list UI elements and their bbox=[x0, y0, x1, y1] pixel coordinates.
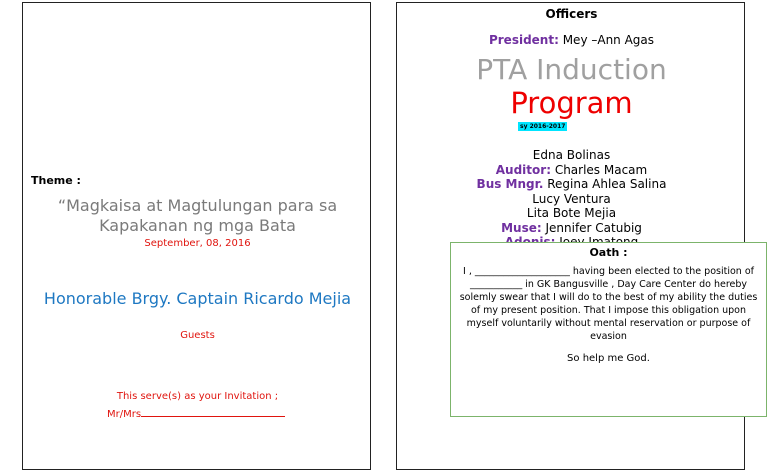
officer-row bbox=[397, 148, 746, 163]
officer-row bbox=[397, 177, 746, 192]
president-role: President: bbox=[488, 33, 559, 47]
school-year-badge: sy 2016-2017 bbox=[520, 123, 566, 130]
officer-row bbox=[397, 192, 746, 207]
guests-label: Guests bbox=[180, 330, 215, 341]
theme-label: Theme : bbox=[31, 174, 81, 187]
officer-role: Muse: bbox=[501, 220, 542, 235]
program-title: Program bbox=[510, 86, 633, 120]
oath-box bbox=[450, 242, 767, 417]
president-name: Mey –Ann Agas bbox=[558, 33, 655, 47]
officer-row bbox=[397, 206, 746, 221]
oath-text: I , ____________________ having been elected to the position of ___________ in GK Bangusville , Day Care Center do hereby solemly swear that I will do to the best of my ability the duties of my present position. That I impose this obligation upon myself voluntarily without mental reservation or purpose of evasion bbox=[459, 266, 758, 342]
invitation-cover-page bbox=[22, 2, 371, 470]
officer-name: Jennifer Catubig bbox=[541, 220, 642, 235]
president-line bbox=[397, 33, 746, 47]
officer-role: Auditor: bbox=[495, 162, 551, 177]
event-title: PTA Induction bbox=[476, 53, 667, 86]
officer-row bbox=[397, 221, 746, 236]
officer-name: Lita Bote Mejia bbox=[526, 206, 617, 220]
invitee-blank-line bbox=[141, 406, 285, 417]
invitee-prefix: Mr/Mrs bbox=[107, 409, 142, 420]
invitee-line bbox=[107, 406, 285, 420]
oath-closing: So help me God. bbox=[567, 353, 650, 364]
officer-name: Regina Ahlea Salina bbox=[543, 177, 667, 191]
oath-title: Oath : bbox=[589, 246, 628, 259]
guest-of-honor-name: Honorable Brgy. Captain Ricardo Mejia bbox=[43, 289, 352, 308]
theme-text: “Magkaisa at Magtulungan para sa Kapakanan ng mga Bata bbox=[57, 196, 338, 235]
invitation-text: This serve(s) as your Invitation ; bbox=[116, 391, 279, 402]
event-date: September, 08, 2016 bbox=[144, 238, 251, 249]
officer-role: Bus Mngr. bbox=[476, 177, 544, 191]
officer-name: Lucy Ventura bbox=[532, 191, 611, 206]
officer-name: Edna Bolinas bbox=[532, 148, 611, 162]
officer-row bbox=[397, 163, 746, 178]
officer-list bbox=[397, 148, 746, 250]
officer-name: Charles Macam bbox=[551, 162, 648, 177]
officers-heading: Officers bbox=[545, 7, 598, 21]
